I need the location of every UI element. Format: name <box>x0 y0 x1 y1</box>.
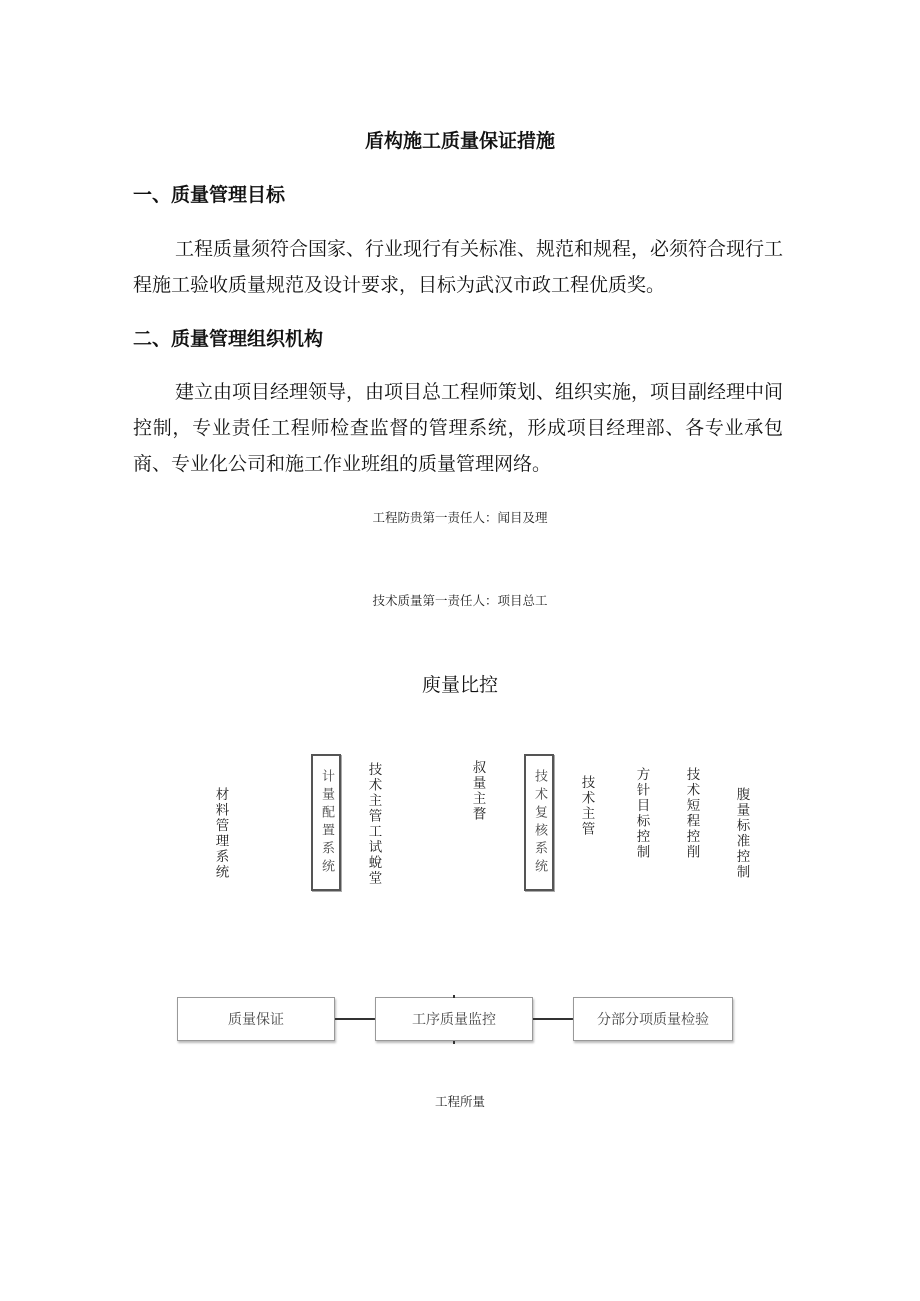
chart-footer: 工程所量 <box>434 1094 485 1109</box>
flow-box-quality-assurance: 质量保证 <box>177 997 335 1041</box>
column-tech-process-control: 技术短程控削 <box>683 767 700 860</box>
responsible-person-1: 工程防贵第一责任人：闻目及理 <box>372 510 548 525</box>
flow-connector-2 <box>533 1018 573 1020</box>
column-tech-review-system: 技术复核系统 <box>524 754 554 891</box>
column-metering-system: 计量配置系统 <box>311 754 341 891</box>
document-title: 盾构施工质量保证措施 <box>364 130 555 152</box>
section2-heading: 二、质量管理组织机构 <box>133 328 324 350</box>
column-tech-manager: 技术主管 <box>578 775 595 837</box>
chart-center-title: 庾量比控 <box>421 674 498 696</box>
flow-box-subdivision-inspection: 分部分项质量检验 <box>573 997 733 1041</box>
flow-tick-bottom <box>453 1041 455 1044</box>
flow-connector-1 <box>335 1018 375 1020</box>
section1-heading: 一、质量管理目标 <box>133 184 286 206</box>
responsible-person-2: 技术质量第一责任人：项目总工 <box>372 593 548 608</box>
section1-body: 工程质量须符合国家、行业现行有关标准、规范和规程，必须符合现行工程施工验收质量规范及设计要求，目标为武汉市政工程优质奖。 <box>133 238 784 296</box>
flow-box-process-monitoring: 工序质量监控 <box>375 997 533 1041</box>
column-policy-control: 方针目标控制 <box>633 767 650 860</box>
column-quality-supervisor: 叔量主瞀 <box>469 760 486 822</box>
column-quality-standard-control: 腹量标准控制 <box>733 787 750 880</box>
section2-body: 建立由项目经理领导，由项目总工程师策划、组织实施，项目副经理中间控制，专业责任工程师检查监督的管理系统，形成项目经理部、各专业承包商、专业化公司和施工作业班组的质量管理网络。 <box>133 381 784 475</box>
column-materials-system: 材料管理系统 <box>212 787 229 880</box>
column-tech-lab: 技术主管工试蛻堂 <box>365 762 382 886</box>
flow-tick-top <box>453 995 455 998</box>
